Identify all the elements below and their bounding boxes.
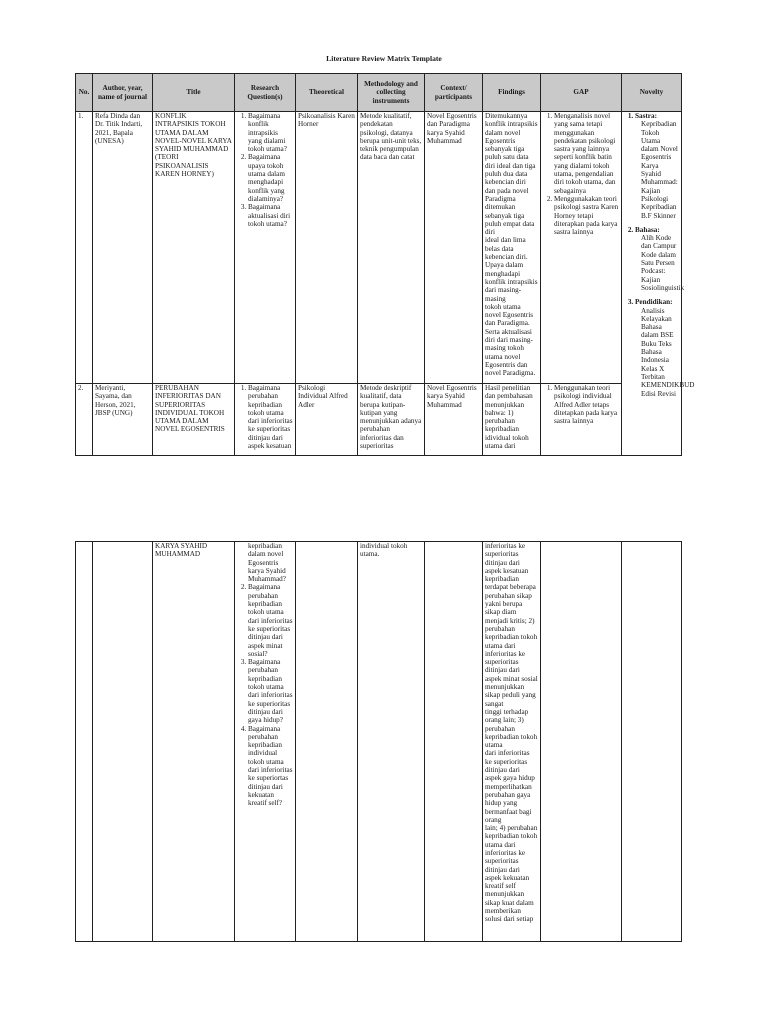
question-continued: kepribadian dalam novel Egosentris karya Syahid Muhammad?	[248, 542, 286, 584]
header-novelty: Novelty	[622, 74, 682, 112]
gap-item: 2. Menggunakakan teori psikologi sastra Karen Horney tetapi diterapkan pada karya sastra lainnya	[554, 195, 619, 236]
literature-matrix-table	[75, 73, 695, 456]
table-row	[76, 112, 682, 384]
question-item: 3. Bagaimana aktualisasi diri tokoh utama?	[248, 203, 293, 228]
cell-research-questions	[235, 112, 296, 384]
header-context: Context/ participants	[425, 74, 483, 112]
table-row-continued	[76, 542, 682, 942]
novelty-text: Alih Kode dan Campur Kode dalam Satu Persen Podcast: Kajian Sosiolinguistik	[641, 234, 685, 292]
question-item: 1. Bagaimana perubahan kepribadian tokoh utama dari inferioritas ke superioritas ditinjau dari aspek kesatuan	[248, 384, 293, 450]
cell-author: Meriyanti, Sayama, dan Herson, 2021, JBSP (UNG)	[93, 384, 153, 456]
cell-research-questions	[235, 384, 296, 456]
cell-research-questions	[235, 542, 296, 942]
header-no: No.	[76, 74, 93, 112]
novelty-item	[635, 298, 695, 398]
cell-findings: Ditemukannya konflik intrapsikis dalam novel Egosentris sebanyak tiga puluh satu data diri ideal dan tiga puluh dua data kebencian diri dan pada novel Paradigma ditemukan sebanyak tiga puluh empat data diri ideal dan lima belas data kebencian diri. Upaya dalam menghadapi konflik intrapsikis dari masing-masing tokoh utama novel Egosentris dan Paradigma. Serta aktualisasi diri dari masing-masing tokoh utama novel Egosentris dan novel Paradigma.	[483, 112, 541, 384]
header-theoretical: Theoretical	[296, 74, 358, 112]
novelty-heading: Pendidikan:	[635, 298, 673, 307]
cell-context	[425, 542, 483, 942]
novelty-text: Analisis Kelayakan Bahasa dalam BSE Buku Teks Bahasa Indonesia Kelas X Terbitan KEMENDIKBUD Edisi Revisi	[641, 306, 695, 398]
header-title: Title	[153, 74, 235, 112]
question-item: 1. Bagaimana konflik intrapsikis yang dialami tokoh utama?	[248, 112, 293, 153]
cell-gap	[541, 112, 622, 384]
cell-title: KARYA SYAHID MUHAMMAD	[153, 542, 235, 942]
cell-author: Refa Dinda dan Dr. Titik Indarti, 2021, Bapala (UNESA)	[93, 112, 153, 384]
literature-matrix-table-continued	[75, 541, 682, 942]
gap-item: 1. Menggunakan teori psikologi individual Alfred Adler tetaps ditetapkan pada karya sastra lainnya	[554, 384, 619, 425]
table-row	[76, 384, 682, 456]
header-row	[76, 74, 682, 112]
cell-gap	[541, 542, 622, 942]
cell-context: Novel Egosentris dan Paradigma karya Syahid Muhammad	[425, 112, 483, 384]
cell-theoretical: Psikologi Individual Alfred Adler	[296, 384, 358, 456]
novelty-item	[635, 112, 679, 220]
question-item: 4. Bagaimana perubahan kepribadian individual tokoh utama dari inferioritas ke superiortas ditinjau dari kekuatan kreatif self?	[248, 725, 293, 808]
cell-findings: Hasil penelitian dan pembahasan menunjukkan bahwa: 1) perubahan kepribadian idividual tokoh utama dari	[483, 384, 541, 456]
document-title: Literature Review Matrix Template	[326, 54, 442, 63]
cell-findings: inferioritas ke superioritas ditinjau dari aspek kesatuan kepribadian terdapat beberapa perubahan sikap yakni berupa sikap diam menjadi kritis; 2) perubahan kepribadian tokoh utama dari inferioritas ke superioritas ditinjau dari aspek minat sosial menunjukkan sikap peduli yang sangat tinggi terhadap orang lain; 3) perubahan kepribadian tokoh utama dari inferioritas ke superioritas ditinjau dari aspek gaya hidup memperlihatkan perubahan gaya hidup yang bermanfaat bagi orang lain; 4) perubahan kepribadian tokoh utama dari inferioritas ke superioritas ditinjau dari aspek kekuatan kreatif self menunjukkan sikap kuat dalam memberikan solusi dari setiap	[483, 542, 541, 942]
novelty-heading: Sastra:	[635, 112, 657, 120]
cell-title: PERUBAHAN INFERIORITAS DAN SUPERIORITAS INDIVIDUAL TOKOH UTAMA DALAM NOVEL EGOSENTRIS	[153, 384, 235, 456]
cell-methodology: Metode kualitatif, pendekatan psikologi, datanya berupa unit-unit teks, teknik pengumpulan data baca dan catat	[358, 112, 425, 384]
cell-methodology: Metode deskriptif kualitatif, data berupa kutipan-kutipan yang menunjukkan adanya perubahan inferioritas dan superioritas	[358, 384, 425, 456]
cell-no: 2.	[76, 384, 93, 456]
header-research-questions: Research Question(s)	[235, 74, 296, 112]
question-item: 2. Bagaimana upaya tokoh utama dalam menghadapi konflik yang dialaminya?	[248, 153, 293, 203]
header-gap: GAP	[541, 74, 622, 112]
cell-title: KONFLIK INTRAPSIKIS TOKOH UTAMA DALAM NOVEL-NOVEL KARYA SYAHID MUHAMMAD (TEORI PSIKOANALISIS KAREN HORNEY)	[153, 112, 235, 384]
header-methodology: Methodology and collecting instruments	[358, 74, 425, 112]
cell-no	[76, 542, 93, 942]
cell-gap	[541, 384, 622, 456]
question-item: 3. Bagaimana perubahan kepribadian tokoh utama dari inferioritas ke superioritas ditinjau dari gaya hidup?	[248, 658, 293, 724]
question-item: 2. Bagaimana perubahan kepribadian tokoh utama dari inferioritas ke superioritas ditinjau dari aspek minat sosial?	[248, 583, 293, 658]
cell-context: Novel Egosentris karya Syahid Muhammad	[425, 384, 483, 456]
header-findings: Findings	[483, 74, 541, 112]
cell-author	[93, 542, 153, 942]
gap-item: 1. Menganalisis novel yang sama tetapi menggunakan pendekatan psikologi sastra yang lainnya seperti konflik batin yang dialami tokoh utama, pengendalian diri tokoh utama, dan sebagainya	[554, 112, 619, 195]
cell-theoretical: Psikoanalisis Karen Horner	[296, 112, 358, 384]
header-author: Author, year, name of journal	[93, 74, 153, 112]
cell-no: 1.	[76, 112, 93, 384]
novelty-heading: Bahasa:	[635, 225, 660, 234]
novelty-item	[635, 225, 685, 292]
cell-novelty	[622, 542, 682, 942]
cell-novelty	[622, 112, 695, 456]
cell-theoretical	[296, 542, 358, 942]
novelty-text: Kepribadian Tokoh Utama dalam Novel Egosentris Karya Syahid Muhammad: Kajian Psikologi Kepribadian B.F Skinner	[641, 120, 678, 220]
cell-methodology: individual tokoh utama.	[358, 542, 425, 942]
